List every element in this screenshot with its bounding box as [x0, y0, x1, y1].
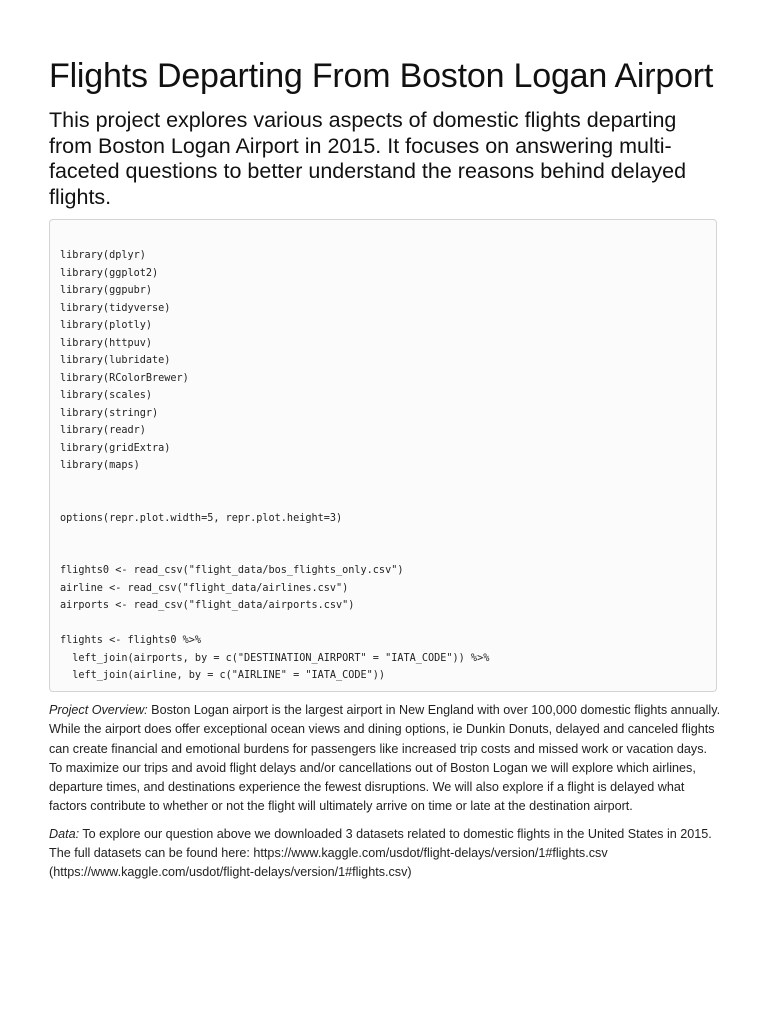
code-line: library(dplyr) [60, 250, 146, 261]
code-line: library(stringr) [60, 407, 159, 419]
code-line: library(ggplot2) [60, 267, 159, 279]
code-line: library(gridExtra) [60, 442, 171, 454]
code-line [60, 545, 706, 563]
code-line: flights0 <- read_csv("flight_data/bos_flights_only.csv") [60, 565, 404, 576]
code-line: library(scales) [60, 390, 153, 401]
data-paragraph [49, 825, 721, 883]
code-line: library(tidyverse) [60, 302, 171, 314]
project-overview-text: Boston Logan airport is the largest airport in New England with over 100,000 domestic flights annually. While the airport does offer exceptional ocean views and dining options, ie Dunkin Donuts, delayed and canceled flights can create financial and emotional burdens for passengers like increased trip costs and missed work or vacation days. To maximize our trips and avoid flight delays and/or cancellations out of Boston Logan we will explore which airlines, departure times, and destinations experience the fewest disruptions. We will also explore if a flight is delayed what factors contribute to whether or not the flight will ultimately arrive on time or late at the destination airport. [49, 703, 721, 814]
project-overview-paragraph [49, 701, 721, 817]
code-line: airline <- read_csv("flight_data/airlines.csv") [60, 582, 349, 594]
code-cell[interactable] [49, 219, 717, 692]
code-line: library(lubridate) [60, 355, 171, 366]
code-line [60, 475, 706, 493]
code-line: library(maps) [60, 460, 140, 471]
intro-paragraph: This project explores various aspects of domestic flights departing from Boston Logan Airport in 2015. It focuses on answering multi-faceted questions to better understand the reasons behind delayed flights. [49, 108, 687, 209]
code-line: airports <- read_csv("flight_data/airports.csv") [60, 600, 355, 611]
code-line [60, 492, 706, 510]
code-line: flights <- flights0 %>% [60, 635, 202, 646]
data-label: Data: [49, 826, 80, 841]
project-overview-label: Project Overview: [49, 703, 148, 717]
code-line [60, 527, 706, 545]
code-line: left_join(airports, by = c("DESTINATION_AIRPORT" = "IATA_CODE")) %>% [60, 652, 490, 664]
code-line: left_join(airline, by = c("AIRLINE" = "IATA_CODE")) [60, 670, 386, 681]
code-line: library(RColorBrewer) [60, 372, 189, 384]
page-title: Flights Departing From Boston Logan Airport [49, 57, 714, 95]
code-line: library(plotly) [60, 320, 153, 331]
code-line [60, 615, 706, 633]
code-line: library(readr) [60, 425, 146, 436]
code-line: options(repr.plot.width=5, repr.plot.height=3) [60, 512, 343, 524]
data-text: To explore our question above we downloaded 3 datasets related to domestic flights in the United States in 2015. The full datasets can be found here: https://www.kaggle.com/usdot/flight-delays/version/1#flights.csv (https://www.kaggle.com/usdot/flight-delays/version/1#flights.csv) [49, 826, 712, 880]
notebook-page [49, 56, 721, 883]
code-line: library(ggpubr) [60, 285, 153, 296]
code-line: library(httpuv) [60, 337, 153, 349]
